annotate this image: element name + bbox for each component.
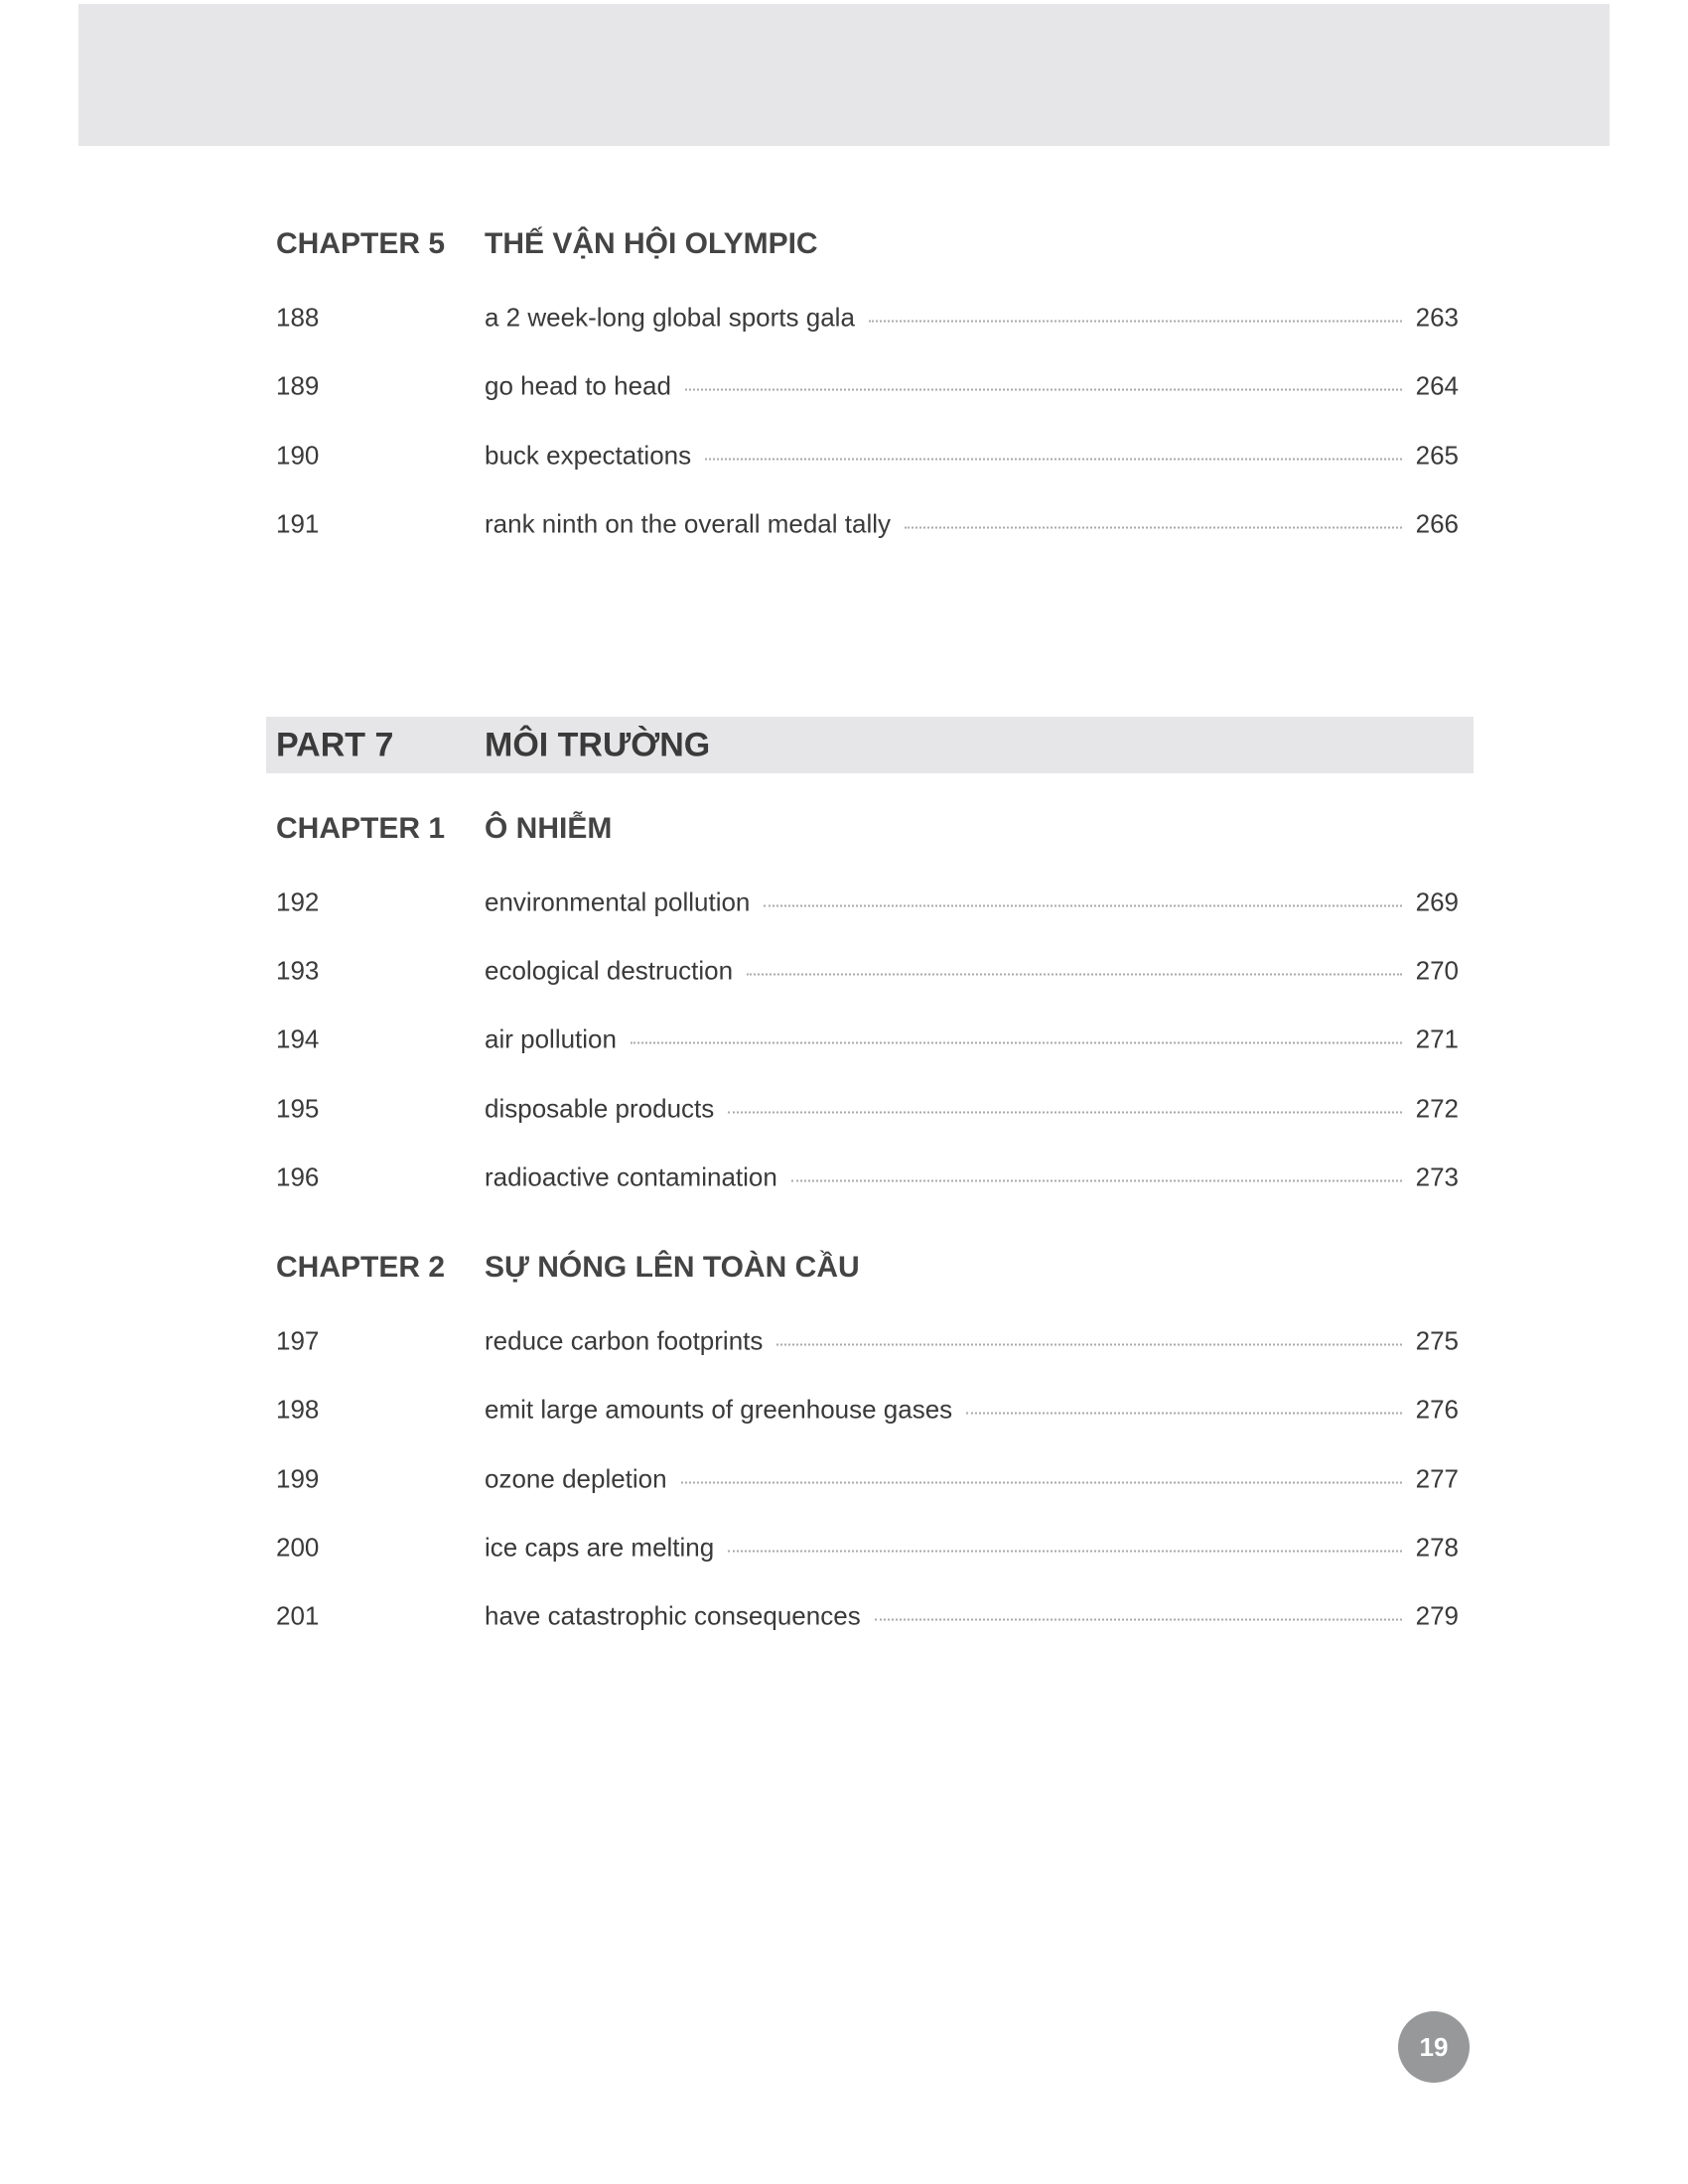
dot-leader bbox=[747, 974, 1402, 976]
entry-page: 269 bbox=[1415, 887, 1459, 917]
chapter-label: CHAPTER 1 bbox=[276, 812, 446, 845]
header-band bbox=[78, 4, 1610, 146]
toc-entry[interactable] bbox=[276, 1326, 1459, 1357]
toc-entry[interactable] bbox=[276, 441, 1459, 472]
part-heading bbox=[276, 727, 710, 765]
entry-title: air pollution bbox=[485, 1024, 617, 1054]
dot-leader bbox=[728, 1551, 1401, 1553]
chapter-heading bbox=[276, 1248, 1468, 1288]
entry-number: 190 bbox=[276, 440, 320, 471]
entry-number: 200 bbox=[276, 1532, 320, 1563]
chapter-heading bbox=[276, 224, 1468, 264]
toc-entry[interactable] bbox=[276, 371, 1459, 402]
dot-leader bbox=[681, 1482, 1402, 1484]
entry-number: 189 bbox=[276, 370, 320, 401]
dot-leader bbox=[705, 459, 1401, 461]
entry-page: 275 bbox=[1415, 1325, 1459, 1356]
dot-leader bbox=[905, 527, 1402, 529]
dot-leader bbox=[685, 389, 1402, 391]
entry-number: 197 bbox=[276, 1325, 320, 1356]
entry-page: 270 bbox=[1415, 955, 1459, 986]
entry-page: 276 bbox=[1415, 1394, 1459, 1425]
chapter-label: CHAPTER 2 bbox=[276, 1251, 446, 1284]
entry-page: 266 bbox=[1415, 508, 1459, 539]
entry-title: ice caps are melting bbox=[485, 1532, 715, 1563]
toc-entry[interactable] bbox=[276, 303, 1459, 334]
chapter-title: SỰ NÓNG LÊN TOÀN CẦU bbox=[485, 1251, 860, 1284]
entry-title: ozone depletion bbox=[485, 1463, 667, 1494]
entry-number: 192 bbox=[276, 887, 320, 917]
entry-title: buck expectations bbox=[485, 440, 692, 471]
toc-entry[interactable] bbox=[276, 1601, 1459, 1632]
entry-page: 263 bbox=[1415, 302, 1459, 333]
entry-number: 195 bbox=[276, 1093, 320, 1124]
toc-entry[interactable] bbox=[276, 1533, 1459, 1564]
entry-number: 193 bbox=[276, 955, 320, 986]
dot-leader bbox=[776, 1344, 1401, 1346]
entry-title: a 2 week-long global sports gala bbox=[485, 302, 855, 333]
entry-title: emit large amounts of greenhouse gases bbox=[485, 1394, 953, 1425]
dot-leader bbox=[869, 321, 1402, 323]
toc-entry[interactable] bbox=[276, 1094, 1459, 1125]
toc-entry[interactable] bbox=[276, 1395, 1459, 1426]
page-number-badge bbox=[1398, 2011, 1470, 2083]
entry-page: 265 bbox=[1415, 440, 1459, 471]
entry-page: 279 bbox=[1415, 1600, 1459, 1631]
entry-title: reduce carbon footprints bbox=[485, 1325, 764, 1356]
entry-page: 272 bbox=[1415, 1093, 1459, 1124]
entry-title: radioactive contamination bbox=[485, 1161, 777, 1192]
chapter-title: Ô NHIỄM bbox=[485, 812, 613, 845]
entry-number: 201 bbox=[276, 1600, 320, 1631]
dot-leader bbox=[966, 1413, 1401, 1415]
entry-title: ecological destruction bbox=[485, 955, 734, 986]
entry-title: have catastrophic consequences bbox=[485, 1600, 861, 1631]
dot-leader bbox=[728, 1112, 1401, 1114]
part-title: MÔI TRƯỜNG bbox=[485, 726, 711, 764]
dot-leader bbox=[875, 1619, 1402, 1621]
dot-leader bbox=[764, 905, 1401, 907]
part-label: PART 7 bbox=[276, 726, 394, 764]
page-number: 19 bbox=[1419, 2031, 1449, 2062]
entry-page: 278 bbox=[1415, 1532, 1459, 1563]
entry-title: environmental pollution bbox=[485, 887, 751, 917]
entry-title: rank ninth on the overall medal tally bbox=[485, 508, 892, 539]
toc-entry[interactable] bbox=[276, 509, 1459, 540]
entry-page: 273 bbox=[1415, 1161, 1459, 1192]
entry-page: 271 bbox=[1415, 1024, 1459, 1054]
entry-number: 194 bbox=[276, 1024, 320, 1054]
entry-number: 191 bbox=[276, 508, 320, 539]
toc-entry[interactable] bbox=[276, 956, 1459, 987]
toc-entry[interactable] bbox=[276, 1464, 1459, 1495]
entry-number: 188 bbox=[276, 302, 320, 333]
entry-number: 196 bbox=[276, 1161, 320, 1192]
toc-entry[interactable] bbox=[276, 1162, 1459, 1193]
entry-number: 199 bbox=[276, 1463, 320, 1494]
dot-leader bbox=[791, 1180, 1402, 1182]
entry-number: 198 bbox=[276, 1394, 320, 1425]
entry-page: 277 bbox=[1415, 1463, 1459, 1494]
toc-entry[interactable] bbox=[276, 887, 1459, 918]
chapter-title: THẾ VẬN HỘI OLYMPIC bbox=[485, 227, 818, 260]
dot-leader bbox=[631, 1042, 1402, 1044]
entry-page: 264 bbox=[1415, 370, 1459, 401]
entry-title: disposable products bbox=[485, 1093, 715, 1124]
entry-title: go head to head bbox=[485, 370, 671, 401]
chapter-label: CHAPTER 5 bbox=[276, 227, 446, 260]
toc-entry[interactable] bbox=[276, 1024, 1459, 1055]
chapter-heading bbox=[276, 809, 1468, 849]
